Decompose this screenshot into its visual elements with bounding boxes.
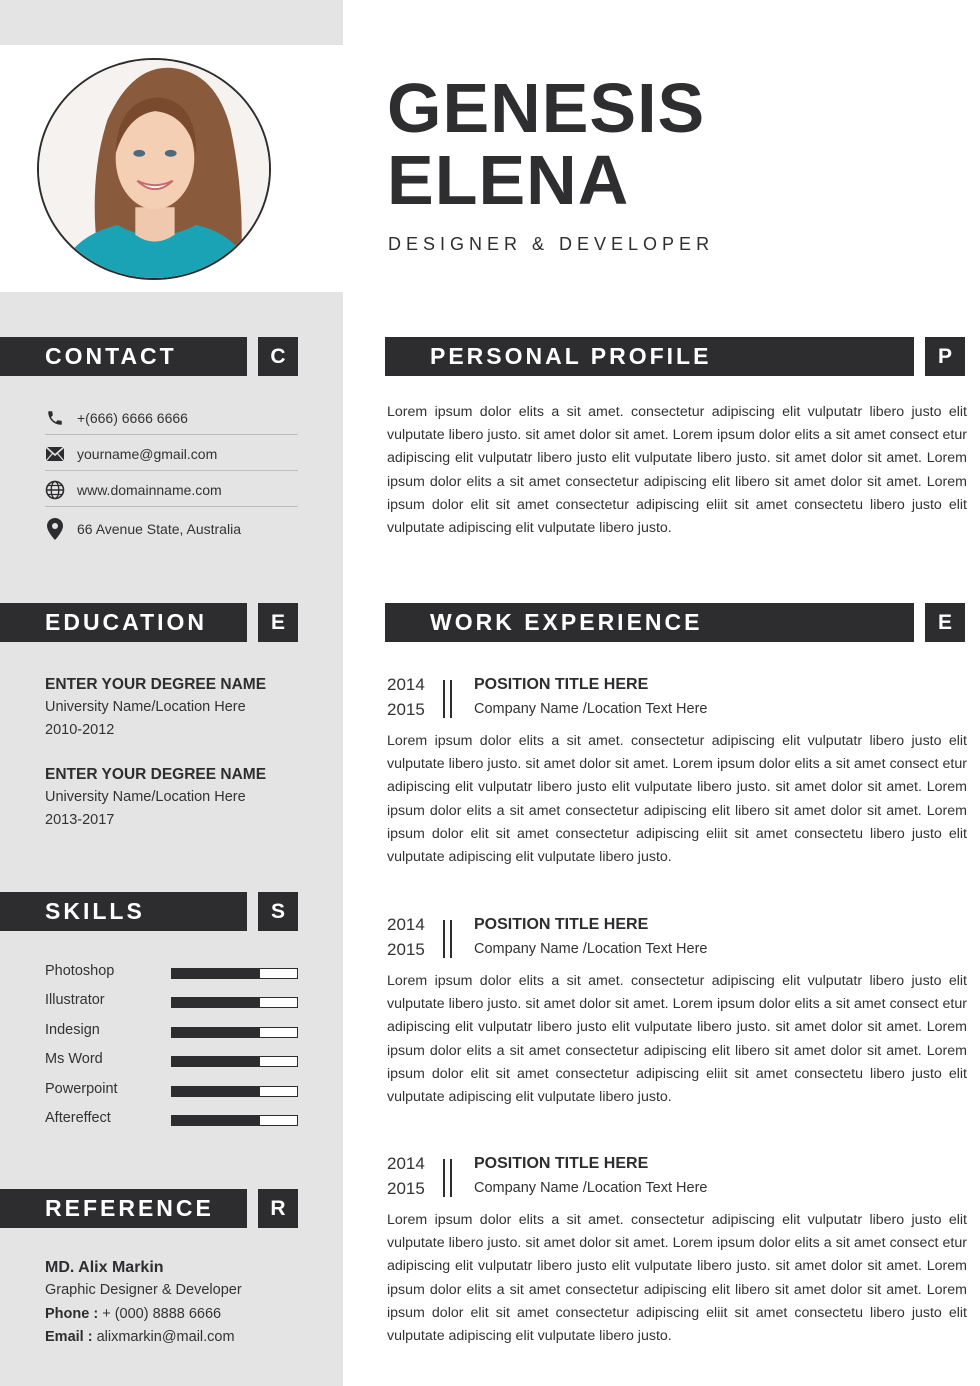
sidebar-top-band (0, 0, 343, 45)
job-divider (443, 920, 452, 958)
contact-website[interactable]: www.domainname.com (77, 481, 222, 498)
job-company: Company Name /Location Text Here (474, 941, 708, 957)
skill-level-bar (171, 997, 298, 1008)
reference-role: Graphic Designer & Developer (45, 1282, 242, 1299)
skill-level-bar (171, 1056, 298, 1067)
job-description: Lorem ipsum dolor elits a sit amet. consectetur adipiscing elit vulputatr libero justo elit vulputate libero justo. sit amet dolor sit amet. Lorem ipsum dolor elits a sit amet consect etur adipiscing elit vulputatr libero justo elit vulputate libero justo. sit amet dolor sit amet. Lorem ipsum dolor elits a sit amet consectetur adipiscing elit libero sit amet dolor sit amet. Lorem ipsum dolor elit sit amet consectetur adipiscing eliit sit amet consectetu libero justo elit vulputate adipiscing elit vulputate libero justo. (387, 1212, 967, 1345)
contact-email-row (45, 437, 298, 471)
skills-heading: SKILLS (0, 892, 247, 931)
profile-heading: PERSONAL PROFILE (385, 337, 914, 376)
envelope-icon (45, 444, 65, 464)
job-start-year: 2014 (387, 675, 425, 694)
phone-icon (45, 408, 65, 428)
contact-address: 66 Avenue State, Australia (77, 521, 241, 537)
job-years (387, 913, 425, 962)
first-name: GENESIS (387, 69, 706, 147)
job-divider (443, 1159, 452, 1197)
education-item (45, 763, 325, 832)
job-end-year: 2015 (387, 699, 425, 719)
job-divider (443, 680, 452, 718)
skill-name: Photoshop (45, 963, 115, 979)
experience-heading: WORK EXPERIENCE (385, 603, 914, 642)
university-name: University Name/Location Here (45, 789, 246, 805)
job-position: POSITION TITLE HERE (474, 916, 649, 933)
education-years: 2013-2017 (45, 812, 115, 828)
skills-letter-badge: S (258, 892, 298, 931)
skill-row (45, 963, 298, 983)
contact-phone-row (45, 401, 298, 435)
map-pin-icon (45, 519, 65, 539)
job-start-year: 2014 (387, 915, 425, 934)
skill-level-fill (172, 1116, 260, 1125)
last-name: ELENA (387, 141, 630, 219)
experience-letter-badge: E (925, 603, 965, 642)
skill-row (45, 992, 298, 1012)
job-company: Company Name /Location Text Here (474, 701, 708, 717)
education-heading: EDUCATION (0, 603, 247, 642)
reference-email[interactable]: alixmarkin@mail.com (96, 1328, 235, 1345)
job-end-year: 2015 (387, 939, 425, 959)
reference-email-line (45, 1326, 335, 1349)
contact-heading: CONTACT (0, 337, 247, 376)
skill-row (45, 1022, 298, 1042)
job-position: POSITION TITLE HERE (474, 676, 649, 693)
degree-name: ENTER YOUR DEGREE NAME (45, 766, 267, 783)
university-name: University Name/Location Here (45, 699, 246, 715)
contact-phone: +(666) 6666 6666 (77, 409, 188, 426)
skill-level-fill (172, 969, 260, 978)
skill-row (45, 1051, 298, 1071)
skill-row (45, 1110, 298, 1130)
job-end-year: 2015 (387, 1178, 425, 1198)
reference-email-label: Email : (45, 1328, 93, 1345)
skill-level-bar (171, 1086, 298, 1097)
profile-text: Lorem ipsum dolor elits a sit amet. consectetur adipiscing elit vulputatr libero justo elit vulputate libero justo. sit amet dolor sit amet. Lorem ipsum dolor elits a sit amet consect etur adipiscing elit vulputatr libero justo elit vulputate libero justo. sit amet dolor sit amet. Lorem ipsum dolor elits a sit amet consectetur adipiscing elit libero sit amet dolor sit amet. Lorem ipsum dolor elit sit amet consectetur adipiscing eliit sit amet consectetu libero justo elit vulputate adipiscing elit vulputate libero justo. (387, 404, 967, 537)
reference-phone: + (000) 8888 6666 (102, 1305, 222, 1322)
job-company: Company Name /Location Text Here (474, 1180, 708, 1196)
skill-name: Ms Word (45, 1051, 103, 1067)
profile-photo (37, 58, 271, 280)
education-years: 2010-2012 (45, 722, 115, 738)
reference-heading: REFERENCE (0, 1189, 247, 1228)
job-description: Lorem ipsum dolor elits a sit amet. consectetur adipiscing elit vulputatr libero justo elit vulputate libero justo. sit amet dolor sit amet. Lorem ipsum dolor elits a sit amet consect etur adipiscing elit vulputatr libero justo elit vulputate libero justo. sit amet dolor sit amet. Lorem ipsum dolor elits a sit amet consectetur adipiscing elit libero sit amet dolor sit amet. Lorem ipsum dolor elit sit amet consectetur adipiscing eliit sit amet consectetu libero justo elit vulputate adipiscing elit vulputate libero justo. (387, 733, 967, 866)
skill-level-bar (171, 1027, 298, 1038)
reference-block (45, 1256, 335, 1349)
skill-name: Indesign (45, 1022, 100, 1038)
education-item (45, 673, 325, 742)
job-years (387, 1152, 425, 1201)
skill-level-fill (172, 998, 260, 1007)
reference-phone-line (45, 1303, 335, 1326)
profile-letter-badge: P (925, 337, 965, 376)
candidate-name (387, 69, 706, 219)
skill-row (45, 1081, 298, 1101)
reference-letter-badge: R (258, 1189, 298, 1228)
skill-level-fill (172, 1087, 260, 1096)
skill-level-fill (172, 1028, 260, 1037)
contact-address-row (45, 512, 298, 546)
skill-level-bar (171, 968, 298, 979)
job-subtitle: DESIGNER & DEVELOPER (388, 234, 715, 254)
job-description: Lorem ipsum dolor elits a sit amet. consectetur adipiscing elit vulputatr libero justo elit vulputate libero justo. sit amet dolor sit amet. Lorem ipsum dolor elits a sit amet consect etur adipiscing elit vulputatr libero justo elit vulputate libero justo. sit amet dolor sit amet. Lorem ipsum dolor elits a sit amet consectetur adipiscing elit libero sit amet dolor sit amet. Lorem ipsum dolor elit sit amet consectetur adipiscing eliit sit amet consectetu libero justo elit vulputate adipiscing elit vulputate libero justo. (387, 973, 967, 1106)
skill-name: Powerpoint (45, 1081, 118, 1097)
contact-email[interactable]: yourname@gmail.com (77, 445, 218, 462)
contact-letter-badge: C (258, 337, 298, 376)
contact-website-row (45, 473, 298, 507)
degree-name: ENTER YOUR DEGREE NAME (45, 676, 267, 693)
education-letter-badge: E (258, 603, 298, 642)
job-position: POSITION TITLE HERE (474, 1155, 649, 1172)
skill-name: Aftereffect (45, 1110, 111, 1126)
globe-icon (45, 480, 65, 500)
skill-name: Illustrator (45, 992, 105, 1008)
job-years (387, 673, 425, 722)
reference-name: MD. Alix Markin (45, 1259, 164, 1276)
job-start-year: 2014 (387, 1154, 425, 1173)
skill-level-fill (172, 1057, 260, 1066)
reference-phone-label: Phone : (45, 1305, 99, 1322)
skill-level-bar (171, 1115, 298, 1126)
